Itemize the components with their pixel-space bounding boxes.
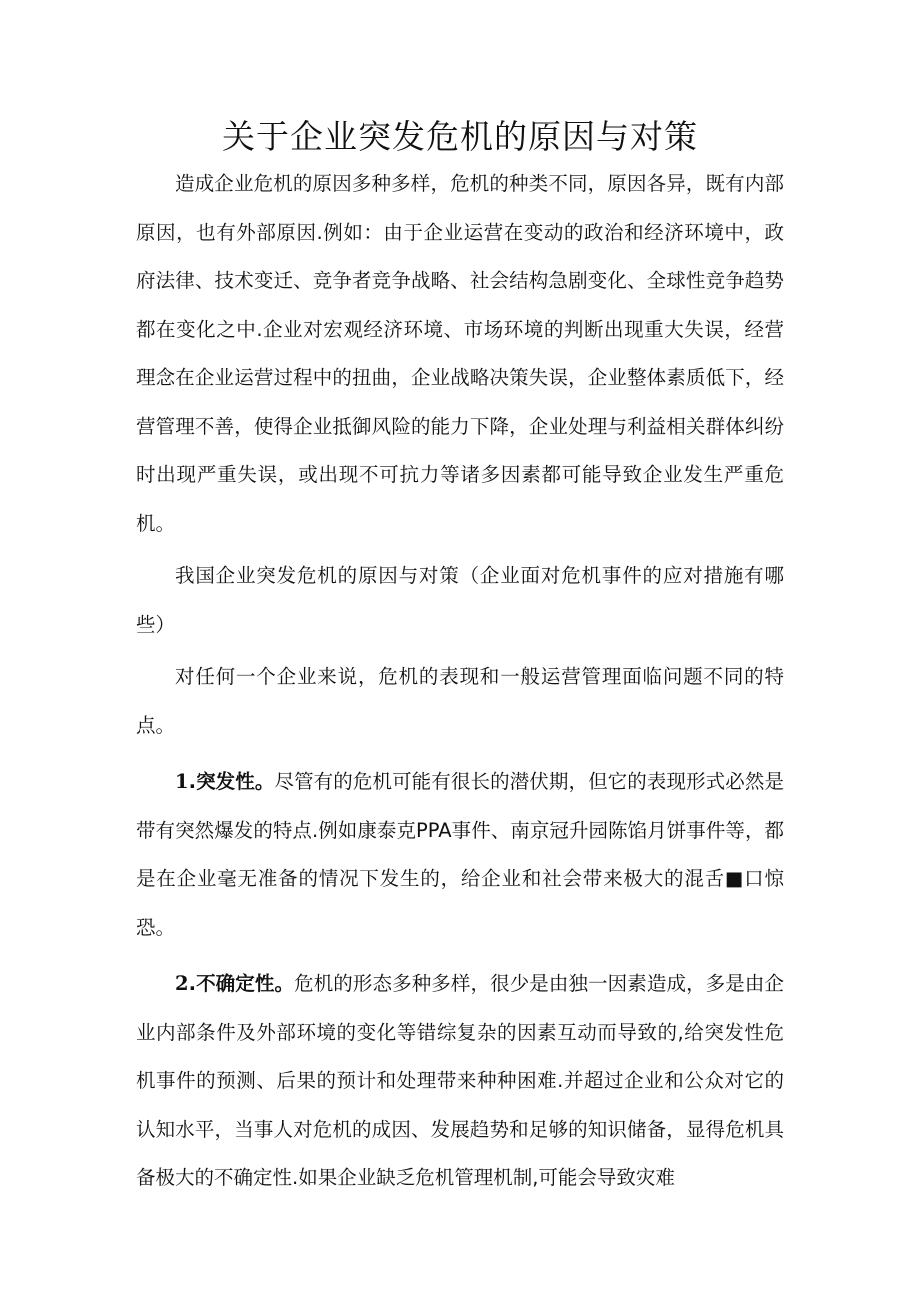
paragraph-text: 我国企业突发危机的原因与对策（企业面对危机事件的应对措施有哪些） bbox=[136, 564, 784, 636]
document-body bbox=[136, 160, 784, 1203]
paragraph-subtitle bbox=[136, 552, 784, 649]
paragraph-suddenness bbox=[136, 758, 784, 952]
paragraph-text: 尽管有的危机可能有很长的潜伏期，但它的表现形式必然是带有突然爆发的特点.例如康泰克PPA事件、南京冠升园陈馅月饼事件等，都是在企业毫无准备的情况下发生的，给企业和社会带来极大的混舌■口惊恐。 bbox=[136, 770, 784, 939]
paragraph-uncertainty bbox=[136, 960, 784, 1203]
item-heading: .不确定性。 bbox=[188, 972, 295, 995]
paragraph-text: 危机的形态多种多样，很少是由独一因素造成，多是由企业内部条件及外部环境的变化等错综复杂的因素互动而导致的,给突发性危机事件的预测、后果的预计和处理带来种种困难.并超过企业和公众对它的认知水平，当事人对危机的成因、发展趋势和足够的知识储备，显得危机具备极大的不确定性.如果企业缺乏危机管理机制,可能会导致灾难 bbox=[136, 972, 784, 1189]
paragraph-text: 造成企业危机的原因多种多样，危机的种类不同，原因各异，既有内部原因，也有外部原因.例如：由于企业运营在变动的政治和经济环境中，政府法律、技术变迁、竞争者竞争战略、社会结构急剧变化、全球性竞争趋势都在变化之中.企业对宏观经济环境、市场环境的判断出现重大失误，经营理念在企业运营过程中的扭曲，企业战略决策失误，企业整体素质低下，经营管理不善，使得企业抵御风险的能力下降，企业处理与利益相关群体纠纷时出现严重失误，或出现不可抗力等诸多因素都可能导致企业发生严重危机。 bbox=[136, 172, 784, 535]
item-number: 1 bbox=[175, 770, 189, 793]
document-title: 关于企业突发危机的原因与对策 bbox=[222, 117, 698, 156]
paragraph-characteristics-intro bbox=[136, 653, 784, 750]
paragraph-causes bbox=[136, 160, 784, 548]
paragraph-text: 对任何一个企业来说，危机的表现和一般运营管理面临问题不同的特点。 bbox=[136, 665, 784, 737]
item-number: 2 bbox=[175, 972, 189, 995]
item-heading: .突发性。 bbox=[188, 770, 275, 793]
